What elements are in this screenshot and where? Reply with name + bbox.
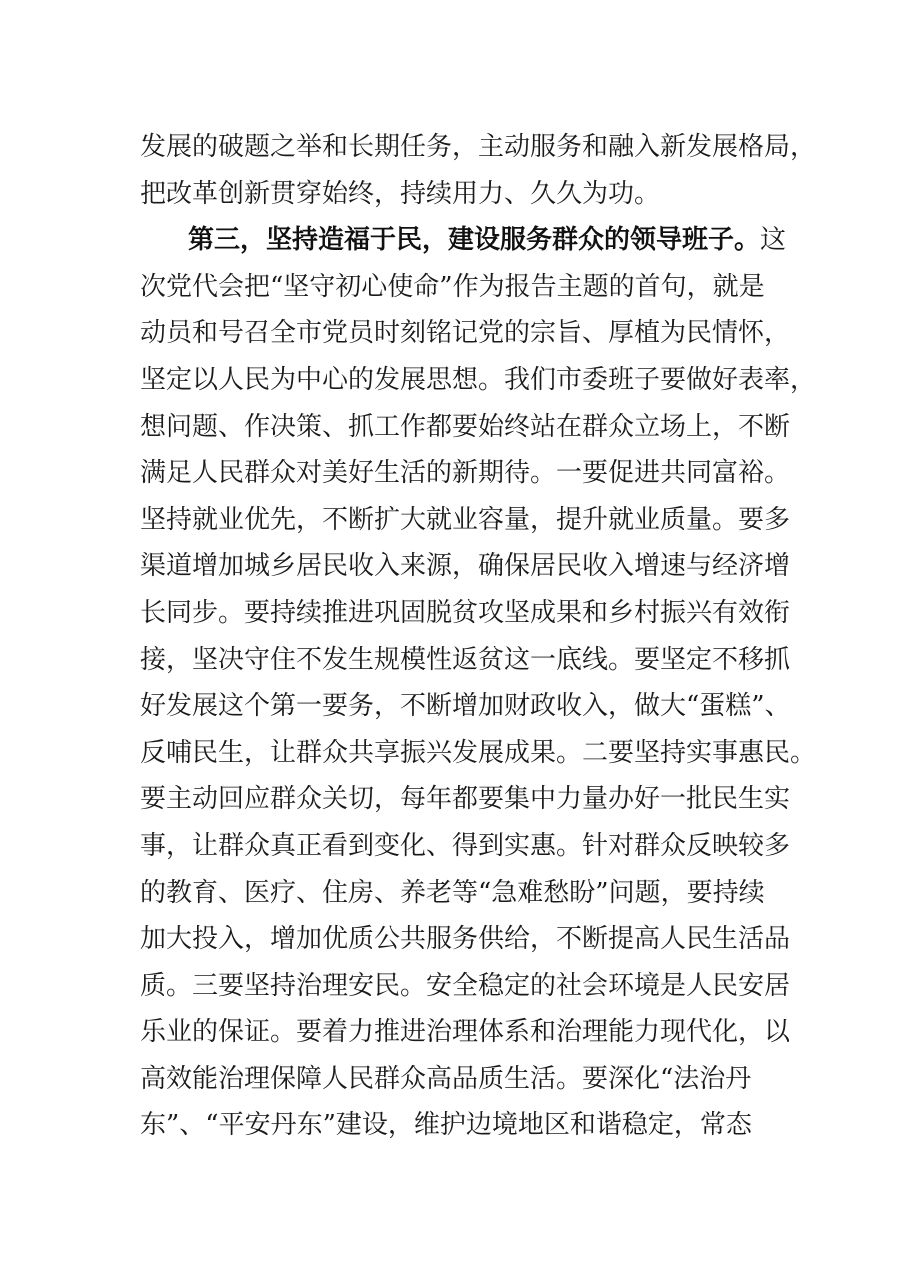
text-line: 的教育、医疗、住房、养老等“急难愁盼”问题，要持续 — [140, 877, 765, 908]
text-line: 动员和号召全市党员时刻铭记党的宗旨、厚植为民情怀， — [140, 318, 791, 349]
text-line: 反哺民生，让群众共享振兴发展成果。二要坚持实事惠民。 — [140, 737, 817, 768]
text-line: 要主动回应群众关切，每年都要集中力量办好一批民生实 — [140, 784, 791, 815]
text-line: 满足人民群众对美好生活的新期待。一要促进共同富裕。 — [140, 458, 791, 489]
text-line: 质。三要坚持治理安民。安全稳定的社会环境是人民安居 — [140, 970, 791, 1001]
text-line: 把改革创新贯穿始终，持续用力、久久为功。 — [140, 178, 661, 209]
section-heading: 第三，坚持造福于民，建设服务群众的领导班子。 — [188, 225, 761, 256]
text-line: 好发展这个第一要务，不断增加财政收入，做大“蛋糕”、 — [140, 691, 791, 722]
text-line: 发展的破题之举和长期任务，主动服务和融入新发展格局， — [140, 132, 817, 162]
text-line: 高效能治理保障人民群众高品质生活。要深化“法治丹 — [140, 1063, 752, 1094]
text-line: 渠道增加城乡居民收入来源，确保居民收入增速与经济增 — [140, 551, 791, 582]
section-heading-line — [140, 217, 787, 264]
text-line: 次党代会把“坚守初心使命”作为报告主题的首句，就是 — [140, 271, 765, 302]
text-line: 加大投入，增加优质公共服务供给，不断提高人民生活品 — [140, 924, 791, 955]
text-line: 乐业的保证。要着力推进治理体系和治理能力现代化，以 — [140, 1017, 791, 1048]
text-line: 长同步。要持续推进巩固脱贫攻坚成果和乡村振兴有效衔 — [140, 597, 791, 628]
text-line: 想问题、作决策、抓工作都要始终站在群众立场上，不断 — [140, 411, 791, 442]
body-text — [140, 124, 817, 1149]
text-line: 接，坚决守住不发生规模性返贫这一底线。要坚定不移抓 — [140, 644, 791, 675]
heading-continuation: 这 — [760, 225, 787, 256]
text-line: 东”、“平安丹东”建设，维护边境地区和谐稳定，常态 — [140, 1110, 752, 1141]
text-line: 坚持就业优先，不断扩大就业容量，提升就业质量。要多 — [140, 504, 791, 535]
text-line: 事，让群众真正看到变化、得到实惠。针对群众反映较多 — [140, 830, 791, 861]
text-line: 坚定以人民为中心的发展思想。我们市委班子要做好表率， — [140, 364, 817, 395]
